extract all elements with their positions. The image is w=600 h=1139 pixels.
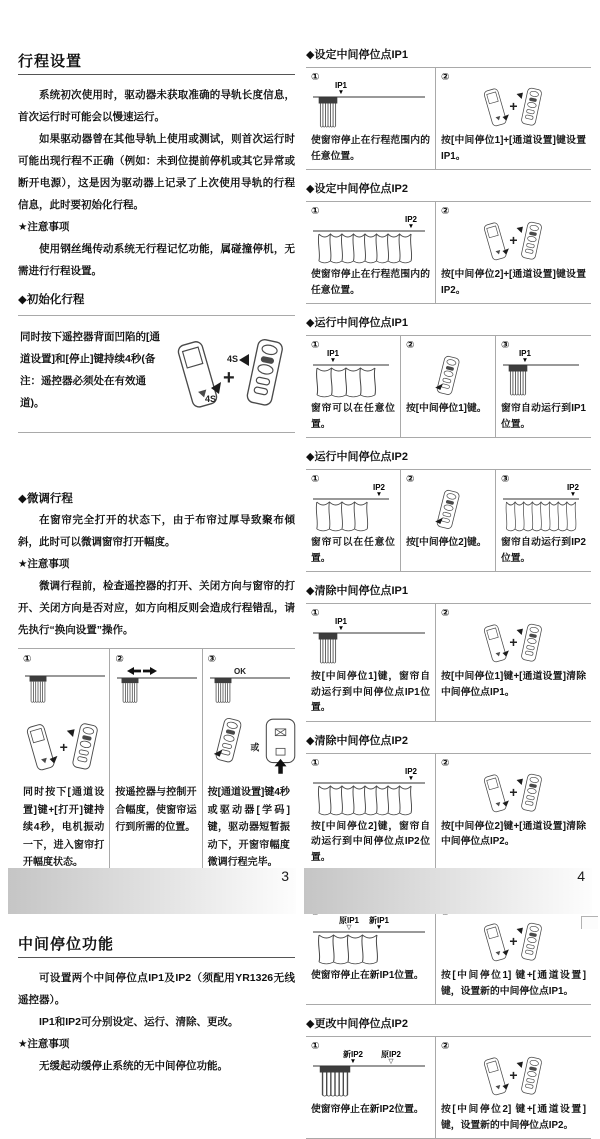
section-set-ip1 [306,48,591,170]
step-number: ① [23,654,32,665]
step-cell [496,336,591,437]
finetune-step-1 [18,649,110,880]
step-number: ② [441,1041,450,1052]
ip-marker: IP1 ▼ [326,349,340,364]
remote-pair-illustration [441,771,586,817]
remote-pair-illustration [441,920,586,966]
remote-pair-illustration [441,85,586,131]
plus-sign: + [59,739,68,756]
travel-paragraph-1: 系统初次使用时，驱动器未获取准确的导轨长度信息，首次运行时可能会以慢速运行。 [18,89,295,123]
remote-pair-icon [23,715,104,785]
page4-footer-bar [304,868,592,914]
page3-footer-bar [8,868,296,914]
section-title-midstop: 中间停位功能 [18,933,295,958]
step-number: ② [405,340,415,351]
curtain-illustration [311,215,430,265]
curtain-illustration [311,617,430,667]
finetune-note-text: 微调行程前，检查遥控器的打开、关闭方向与窗帘的打开、关闭方向是否对应，如方向相反则会造成行程错乱，请先执行“换向设置”操作。 [18,580,295,636]
section-heading: ◆设定中间停位点IP2 [306,183,408,195]
steps-table [306,201,591,304]
steps-table [306,469,591,572]
step-cell [306,754,436,871]
step-cell [401,470,496,571]
section-title-travel-settings: 行程设置 [18,50,295,75]
curtain-bunched-icon [23,666,107,706]
curtain-illustration [311,1050,430,1100]
section-run-ip1 [306,316,591,438]
plus-sign: + [509,1067,518,1084]
midstop-paragraph-1: 可设置两个中间停位点IP1及IP2（须配用YR1326无线遥控器）。 [18,971,295,1006]
ip-marker: IP2 ▼ [404,215,418,230]
step-caption: 按[中间停位2]键+[通道设置]清除中间停位点IP2。 [441,820,586,847]
remote-pair-illustration [441,621,586,667]
finetune-paragraph: 在窗帘完全打开的状态下，由于布帘过厚导致聚布倾斜，此时可以微调窗帘打开幅度。 [18,514,295,548]
midstop-note-text: 无缓起动缓停止系统的无中间停位功能。 [39,1059,228,1072]
ok-label: OK [233,667,246,676]
step-cell [436,604,591,721]
ip-marker: IP2 ▼ [566,483,579,498]
plus-sign: + [509,933,518,950]
step-cell [436,202,591,303]
step-caption: 使窗帘停止在行程范围内的任意位置。 [311,269,430,296]
plus-sign: + [509,98,518,115]
ip-marker: 原IP2 ▽ [380,1050,402,1065]
step-cell [401,336,496,437]
ip-marker: IP2 ▼ [372,483,386,498]
step-number: ① [311,474,320,485]
step-cell [436,1037,591,1138]
page-4 [306,0,591,1139]
curtain-ok-icon [208,666,292,706]
step-cell [306,604,436,721]
steps-table [306,603,591,722]
step-number: ② [441,72,450,83]
step-caption: 按[中间停位2]键，窗帘自动运行到中间停位点IP2位置。 [311,820,430,863]
section-clear-ip2 [306,734,591,872]
plus-sign: + [223,367,235,389]
plus-sign: + [509,783,518,800]
travel-note-text: 使用钢丝绳传动系统无行程记忆功能，属碰撞停机，无需进行行程设置。 [18,243,295,277]
hold-4s-label: 4S [205,394,217,404]
ip-marker: IP1 ▼ [334,81,348,96]
curtain-illustration [501,483,586,533]
curtain-illustration [501,349,586,399]
section-heading: ◆清除中间停位点IP1 [306,585,408,597]
step-cell [306,336,401,437]
step-number: ① [311,72,320,83]
step-number: ③ [500,474,510,485]
page-number: 3 [281,868,289,884]
step-caption: 按遥控器与控制开合幅度，使窗帘运行到所需的位置。 [115,787,197,833]
step-caption: 窗帘可以在任意位置。 [311,537,395,564]
ip-marker: 新IP1 ▼ [368,916,390,931]
init-travel-heading: ◆初始化行程 [18,294,85,306]
step-caption: 按[中间停位2]键。 [405,537,487,548]
step-number: ① [311,608,320,619]
step-caption: 按[中间停位2] 键+[通道设置] 键，设置新的中间停位点IP2。 [441,1104,586,1131]
section-heading: ◆清除中间停位点IP2 [306,734,408,747]
remote-illustration [406,487,490,533]
step-cell [496,470,591,571]
section-heading: ◆更改中间停位点IP2 [306,1018,408,1030]
step-number: ② [441,608,450,619]
step-number: ① [311,206,320,217]
step-number: ① [311,757,320,769]
step2-illustration [115,666,196,784]
step-cell [306,68,436,169]
step-number: ③ [207,654,217,665]
page-3 [18,0,295,1077]
step-cell [306,1037,436,1138]
step-cell [436,754,591,871]
travel-paragraph-2: 如果驱动器曾在其他导轨上使用或测试，则首次运行时可能出现行程不正确（例如：未到位提前停机或其它异常或断开电源），这是因为驱动器上记录了上次使用导轨的行程信息，此时要初始化行程。 [18,133,295,211]
step3-illustration [208,666,290,784]
step-cell [306,202,436,303]
plus-sign: + [509,232,518,249]
note-label: ★注意事项 [18,558,70,570]
step-caption: 使窗帘停止在新IP1位置。 [311,970,424,981]
section-run-ip2 [306,450,591,572]
curtain-illustration [311,483,395,533]
step-number: ① [311,340,320,351]
step-caption: 使窗帘停止在行程范围内的任意位置。 [311,135,430,162]
ip-marker: IP2 ▼ [404,766,418,782]
curtain-illustration [311,916,430,966]
ip-marker: 新IP2 ▼ [342,1050,364,1065]
init-travel-box [18,315,295,433]
remote-pair-4s-illustration [167,326,293,424]
steps-table [306,335,591,438]
remote-or-drive-icon [208,711,300,783]
step-caption: 使窗帘停止在新IP2位置。 [311,1104,424,1115]
plus-sign: + [509,634,518,651]
steps-table [306,902,591,1005]
step-caption: 按[中间停位1]键。 [405,403,487,414]
steps-table [306,753,591,872]
curtain-illustration [311,766,430,817]
step-caption: 按[通道设置]键4秒或驱动器[学码]键，驱动器短暂振动下，开窗帘幅度微调行程完毕。 [207,787,290,868]
remote-pair-illustration [441,219,586,265]
step1-illustration [23,666,104,784]
step-caption: 窗帘自动运行到IP1位置。 [500,403,586,430]
step-cell [436,903,591,1004]
step-number: ① [311,1041,320,1052]
scroll-corner [581,916,598,929]
note-label: ★注意事项 [18,221,70,233]
step-caption: 按[中间停位1] 键+[通道设置] 键，设置新的中间停位点IP1。 [441,970,586,997]
midstop-paragraph-2: IP1和IP2可分别设定、运行、清除、更改。 [39,1015,239,1028]
section-change-ip2 [306,1017,591,1139]
step-caption: 窗帘可以在任意位置。 [311,403,395,430]
steps-table [306,67,591,170]
section-heading: ◆运行中间停位点IP2 [306,451,408,463]
finetune-step-2 [110,649,202,880]
step-caption: 同时按下[通道设置]键+[打开]键持续4秒，电机振动一下，进入窗帘打开幅度状态。 [23,787,105,868]
init-travel-text: 同时按下遥控器背面凹陷的[通道设置]和[停止]键持续4秒(备注：遥控器必须处在有效通道)。 [20,331,160,409]
page-number: 4 [577,868,585,884]
step-number: ③ [500,340,510,351]
note-label: ★注意事项 [18,1037,70,1050]
remote-illustration [406,353,490,399]
ip-marker: IP1 ▼ [518,349,531,364]
ip-marker: 原IP1 ▽ [338,916,360,931]
step-caption: 窗帘自动运行到IP2位置。 [500,537,586,564]
step-cell [306,903,436,1004]
step-number: ② [405,474,415,485]
curtain-illustration [311,349,395,399]
or-label: 或 [250,742,259,753]
section-heading: ◆设定中间停位点IP1 [306,49,408,61]
step-number: ② [115,654,124,665]
section-set-ip2 [306,182,591,304]
curtain-move-icon [115,666,199,706]
step-cell [436,68,591,169]
step-caption: 按[中间停位1]+[通道设置]键设置IP1。 [441,135,586,162]
section-clear-ip1 [306,584,591,722]
finetune-steps-table [18,648,295,881]
finetune-step-3 [203,649,295,880]
steps-table [306,1036,591,1139]
remote-pair-illustration [441,1054,586,1100]
hold-4s-label: 4S [227,354,239,364]
section-heading: ◆运行中间停位点IP1 [306,317,408,329]
step-caption: 按[中间停位1]键+[通道设置]清除中间停位点IP1。 [441,671,586,698]
remote-pair-icon [167,326,293,424]
step-cell [306,470,401,571]
step-caption: 按[中间停位2]+[通道设置]键设置IP2。 [441,269,586,296]
step-number: ② [441,757,450,769]
step-caption: 按[中间停位1]键，窗帘自动运行到中间停位点IP1位置。 [311,671,430,713]
ip-marker: IP1 ▼ [334,617,348,632]
step-number: ② [441,206,450,217]
curtain-illustration [311,81,430,131]
finetune-heading: ◆微调行程 [18,493,73,505]
